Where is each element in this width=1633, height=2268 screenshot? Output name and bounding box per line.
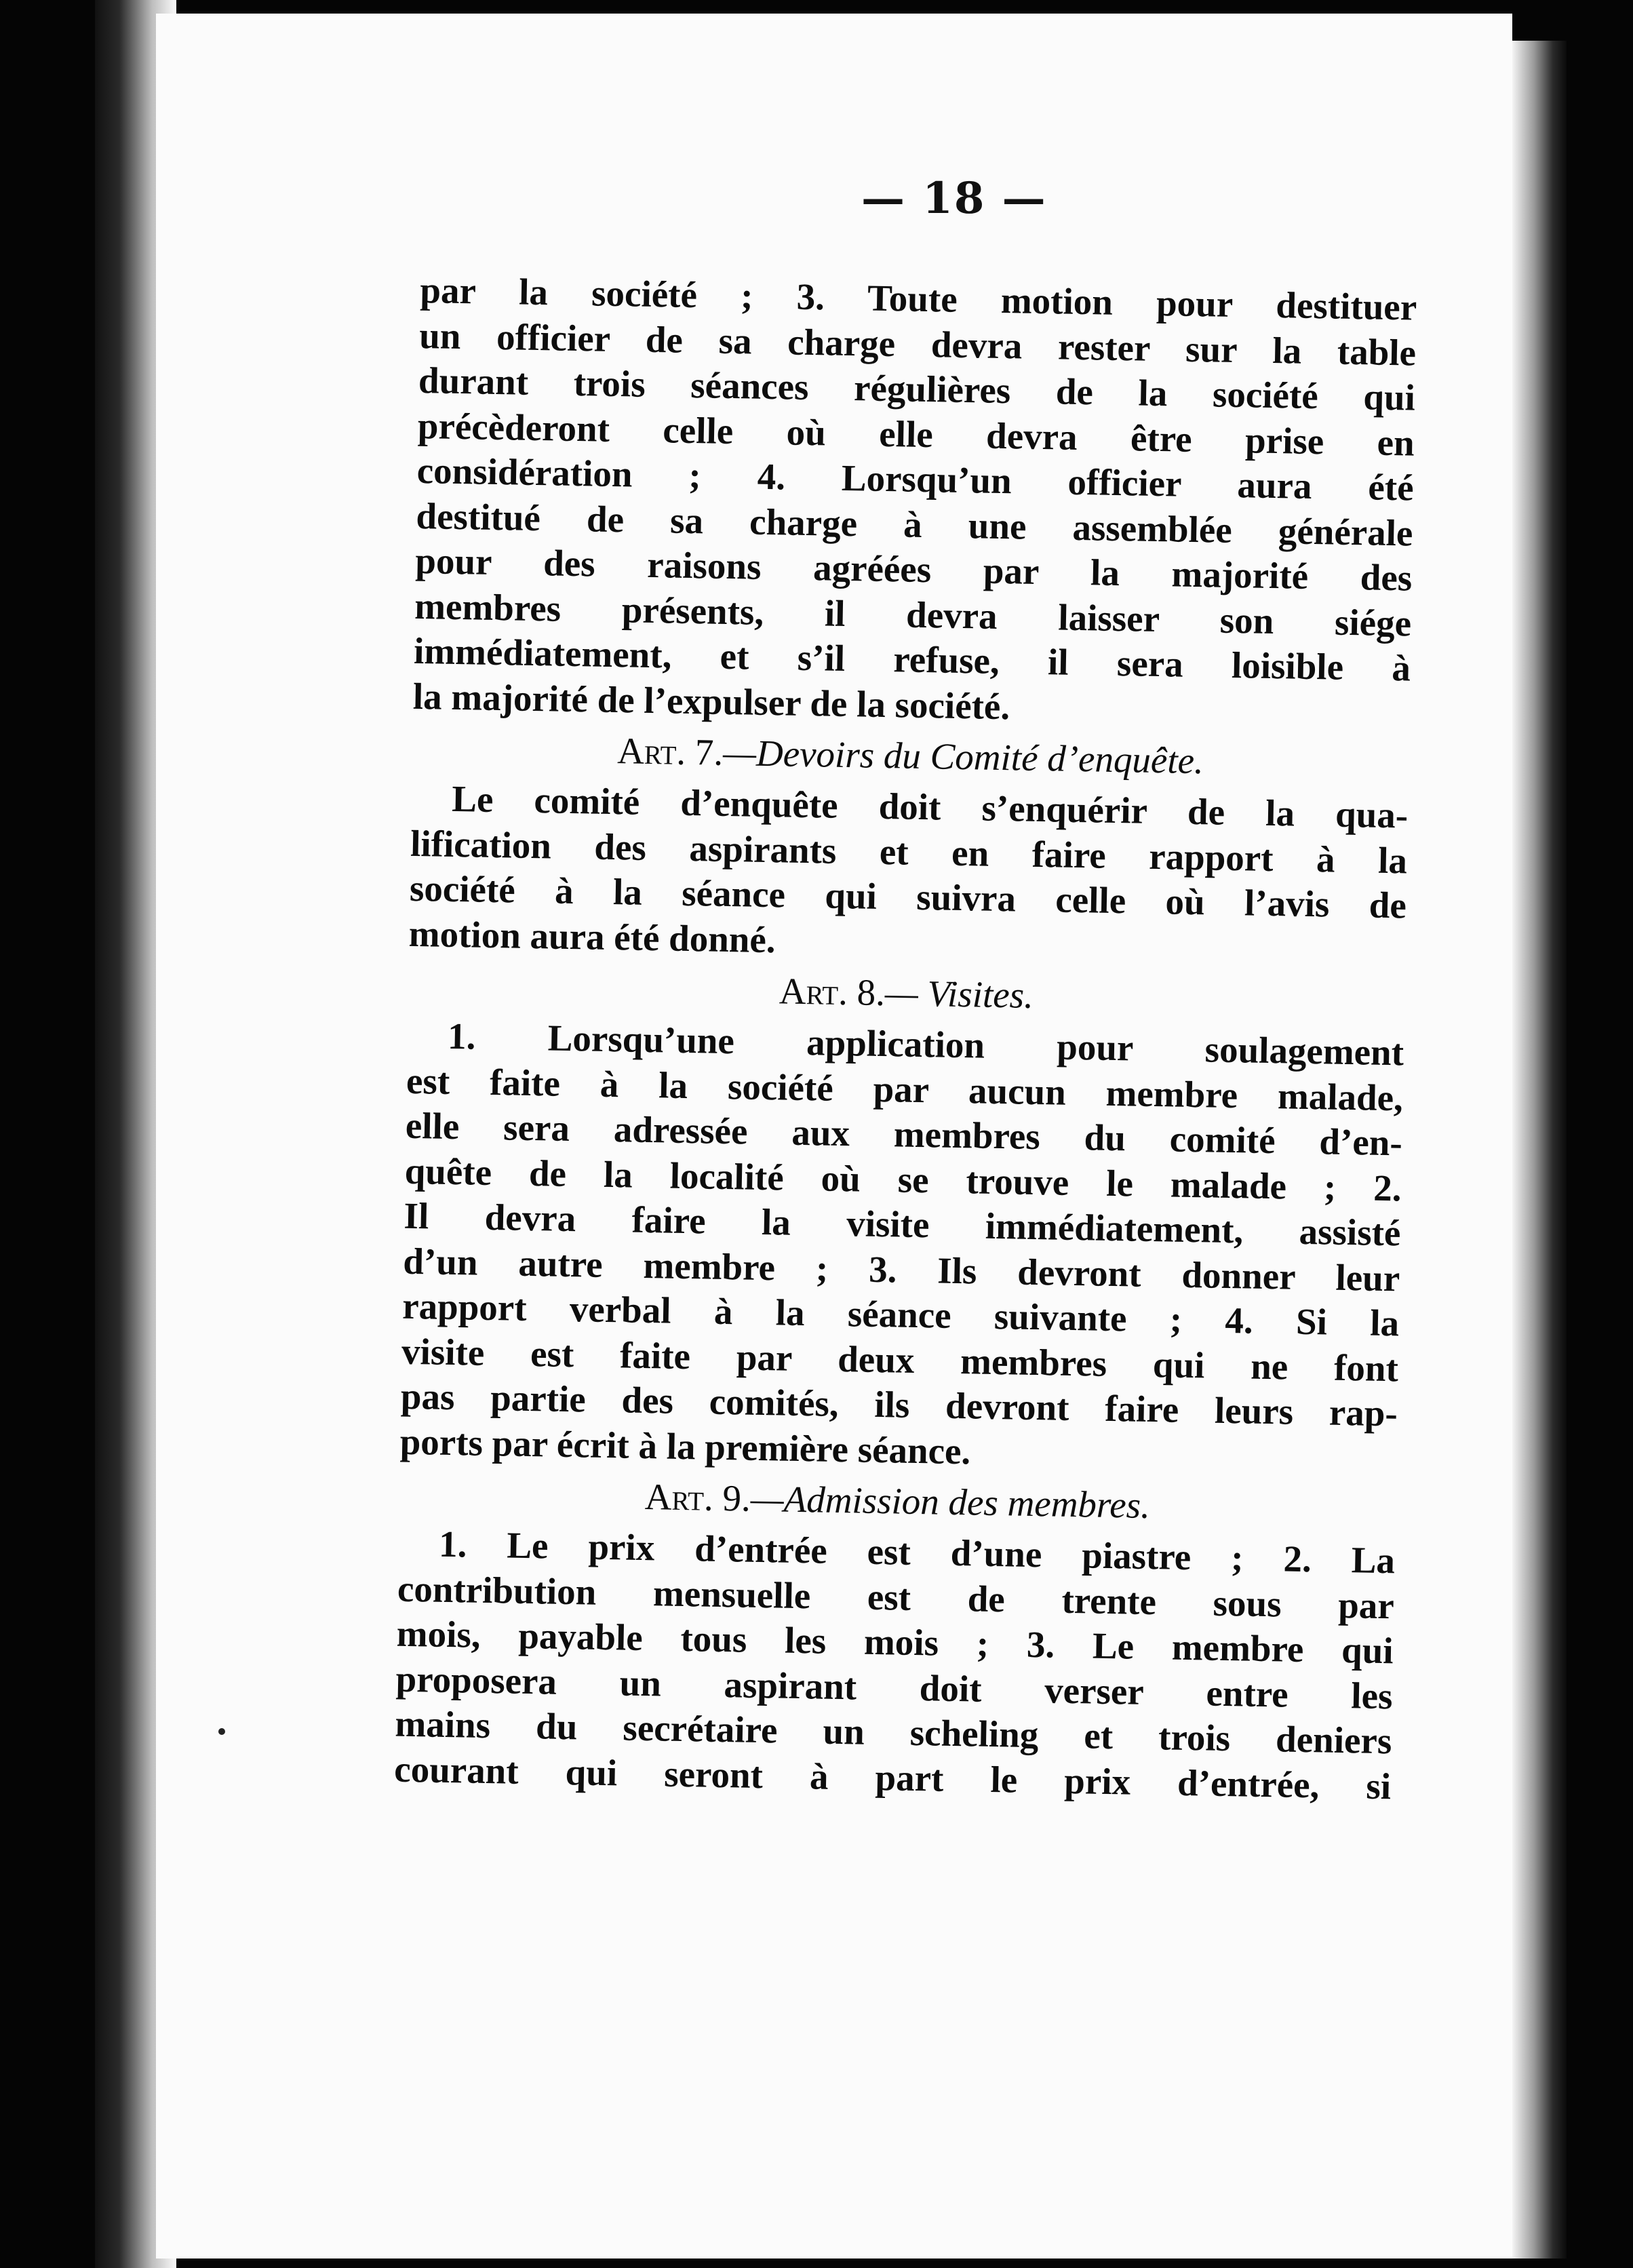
article-number: Art. 9. xyxy=(644,1476,751,1519)
article-number: Art. 8. xyxy=(779,970,886,1014)
page-right-edge xyxy=(1512,41,1567,2259)
page-number: — 18 — xyxy=(861,173,1047,224)
text-line: lification des aspirants et en faire rapport à la xyxy=(410,822,1408,882)
text-line: pas partie des comités, ils devront faire leurs rap- xyxy=(400,1375,1398,1434)
text-line: membres présents, il devra laisser son siége xyxy=(414,585,1412,644)
text-line: proposera un aspirant doit verser entre les xyxy=(395,1658,1394,1717)
text-line: Il devra faire la visite immédiatement, assisté xyxy=(404,1194,1401,1254)
article-number: Art. 7. xyxy=(616,730,724,773)
text-line: la majorité de l’expulser de la société. xyxy=(412,675,1010,727)
text-line: mains du secrétaire un scheling et trois deniers xyxy=(395,1702,1392,1762)
text-line: ports par écrit à la première séance. xyxy=(399,1420,971,1472)
text-line: considération ; 4. Lorsqu’un officier aura été xyxy=(416,449,1415,509)
text-line: quête de la localité où se trouve le malade ; 2. xyxy=(404,1150,1402,1209)
text-line: d’un autre membre ; 3. Ils devront donner leur xyxy=(402,1240,1400,1299)
text-line: motion aura été donné. xyxy=(408,912,776,960)
text-line: courant qui seront à part le prix d’entrée, si xyxy=(393,1748,1392,1807)
text-line: mois, payable tous les mois ; 3. Le membre qui xyxy=(396,1612,1394,1672)
text-line: visite est faite par deux membres qui ne font xyxy=(401,1330,1399,1389)
text-line: contribution mensuelle est de trente sous par xyxy=(397,1567,1395,1626)
article-title: — Visites. xyxy=(884,972,1034,1016)
text-line: elle sera adressée aux membres du comité d’en- xyxy=(405,1104,1403,1164)
paragraph-3 xyxy=(399,1013,1404,1482)
text-line: un officier de sa charge devra rester sur la table xyxy=(418,314,1417,374)
text-line: rapport verbal à la séance suivante ; 4. Si la xyxy=(401,1285,1400,1344)
text-line: destitué de sa charge à une assemblée générale xyxy=(416,494,1413,554)
paragraph-2 xyxy=(408,776,1408,974)
text-line: est faite à la société par aucun membre malade, xyxy=(406,1059,1404,1118)
specks xyxy=(218,1728,225,1735)
paragraph-1 xyxy=(412,268,1417,737)
article-title: —Admission des membres. xyxy=(750,1477,1151,1527)
text-line: par la société ; 3. Toute motion pour destituer xyxy=(419,269,1417,328)
text-line: durant trois séances régulières de la société qui xyxy=(418,359,1416,418)
page-text xyxy=(394,268,1417,1809)
text-line: pour des raisons agréées par la majorité des xyxy=(414,539,1413,599)
text-line: précèderont celle où elle devra être prise en xyxy=(417,404,1415,464)
text-line: 1. Lorsqu’une application pour soulagement xyxy=(447,1015,1404,1074)
text-line: société à la séance qui suivra celle où l’avis de xyxy=(409,867,1407,926)
text-line: immédiatement, et s’il refuse, il sera loisible à xyxy=(413,629,1411,689)
article-title: —Devoirs du Comité d’enquête. xyxy=(722,731,1204,782)
text-line: Le comité d’enquête doit s’enquérir de la qua- xyxy=(451,777,1409,836)
paragraph-4 xyxy=(394,1521,1396,1810)
text-line: 1. Le prix d’entrée est d’une piastre ; 2. La xyxy=(438,1523,1396,1582)
